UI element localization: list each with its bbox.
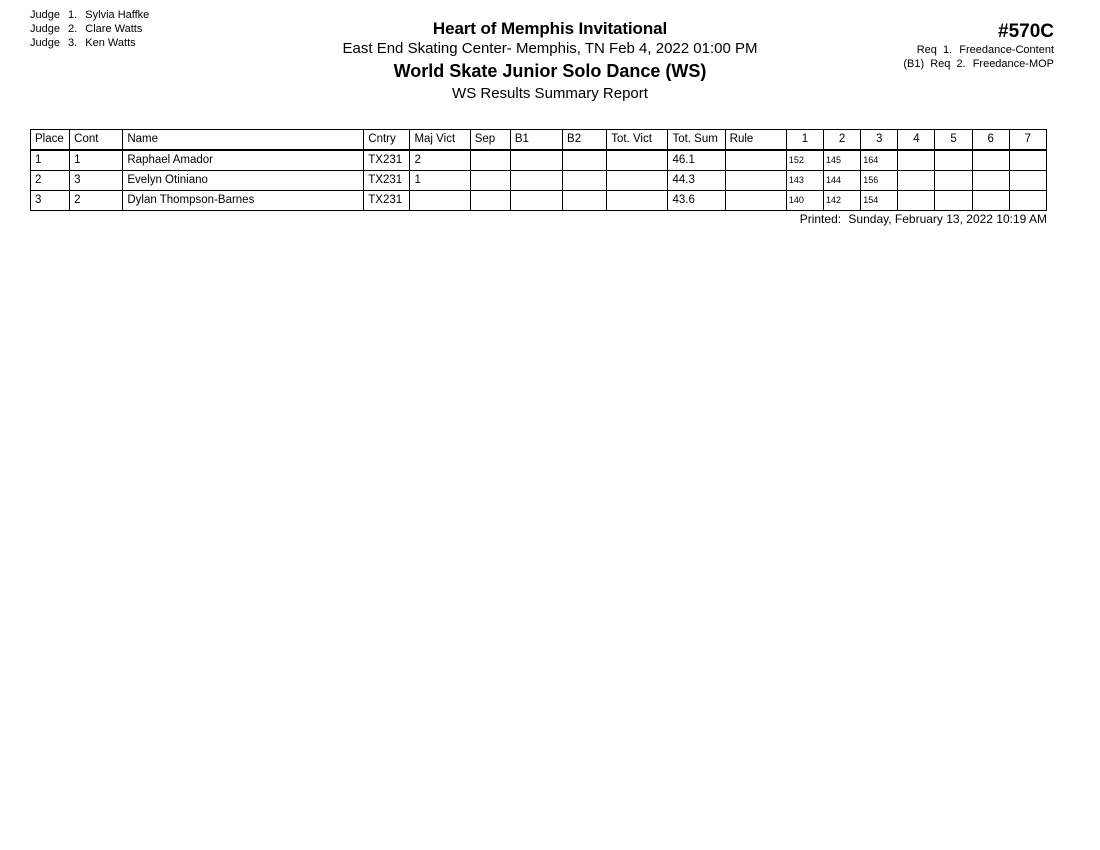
column-header-judge-3: 3: [861, 130, 898, 151]
cell-judge-score-5: [935, 191, 972, 211]
column-header-rule: Rule: [725, 130, 786, 151]
results-table: [30, 129, 1047, 211]
cell-b2: [563, 150, 607, 171]
cell-place: 2: [31, 171, 70, 191]
printed-footer: [0, 212, 1047, 226]
column-header-judge-1: 1: [786, 130, 823, 151]
cell-judge-score-5: [935, 150, 972, 171]
cell-b1: [510, 191, 562, 211]
table-header-row: [31, 130, 1047, 151]
cell-cntry: TX231: [364, 191, 410, 211]
requirement-text: Freedance-MOP: [972, 58, 1054, 70]
cell-judge-score-2: 145: [824, 150, 861, 171]
column-header-judge-2: 2: [824, 130, 861, 151]
cell-cont: 3: [70, 171, 123, 191]
cell-place: 3: [31, 191, 70, 211]
column-header-tot-sum: Tot. Sum: [668, 130, 725, 151]
column-header-cntry: Cntry: [364, 130, 410, 151]
judge-number: 1.: [68, 9, 78, 21]
column-header-judge-7: 7: [1009, 130, 1046, 151]
cell-tot-sum: 44.3: [668, 171, 725, 191]
cell-b2: [563, 171, 607, 191]
cell-cont: 2: [70, 191, 123, 211]
cell-judge-score-1: 140: [786, 191, 823, 211]
column-header-maj-vict: Maj Vict: [410, 130, 470, 151]
cell-sep: [470, 171, 510, 191]
cell-sep: [470, 191, 510, 211]
cell-cntry: TX231: [364, 171, 410, 191]
venue-datetime-line: East End Skating Center- Memphis, TN Feb 4, 2022 01:00 PM: [342, 40, 758, 57]
requirement-entry: [903, 57, 1054, 71]
table-row: [31, 150, 1047, 171]
column-header-cont: Cont: [70, 130, 123, 151]
cell-tot-vict: [607, 191, 668, 211]
event-title: World Skate Junior Solo Dance (WS): [393, 61, 707, 81]
judge-name: Sylvia Haffke: [85, 9, 150, 21]
event-info-panel: [903, 20, 1054, 71]
cell-tot-vict: [607, 171, 668, 191]
cell-judge-score-3: 154: [861, 191, 898, 211]
requirement-entry: [903, 43, 1054, 57]
column-header-judge-6: 6: [972, 130, 1009, 151]
cell-b2: [563, 191, 607, 211]
cell-sep: [470, 150, 510, 171]
cell-maj-vict: 1: [410, 171, 470, 191]
cell-judge-score-1: 143: [786, 171, 823, 191]
requirement-text: Freedance-Content: [959, 44, 1054, 56]
printed-timestamp: Sunday, February 13, 2022 10:19 AM: [848, 212, 1047, 226]
event-number: #570C: [998, 21, 1054, 42]
judge-name: Clare Watts: [85, 23, 143, 35]
requirement-label: Req: [916, 44, 937, 56]
cell-judge-score-4: [898, 171, 935, 191]
cell-cont: 1: [70, 150, 123, 171]
cell-tot-sum: 46.1: [668, 150, 725, 171]
cell-judge-score-7: [1009, 191, 1046, 211]
table-row: [31, 191, 1047, 211]
column-header-judge-5: 5: [935, 130, 972, 151]
requirement-number: 2.: [956, 58, 966, 70]
column-header-b1: B1: [510, 130, 562, 151]
cell-place: 1: [31, 150, 70, 171]
cell-judge-score-3: 164: [861, 150, 898, 171]
cell-judge-score-1: 152: [786, 150, 823, 171]
cell-b1: [510, 150, 562, 171]
column-header-name: Name: [123, 130, 364, 151]
cell-name: Dylan Thompson-Barnes: [123, 191, 364, 211]
competition-title: Heart of Memphis Invitational: [432, 19, 668, 38]
judge-label: Judge: [30, 9, 60, 21]
cell-judge-score-6: [972, 150, 1009, 171]
column-header-place: Place: [31, 130, 70, 151]
cell-judge-score-2: 144: [824, 171, 861, 191]
cell-judge-score-6: [972, 171, 1009, 191]
judge-label: Judge: [30, 37, 60, 49]
report-subtitle: WS Results Summary Report: [452, 85, 648, 102]
cell-judge-score-5: [935, 171, 972, 191]
column-header-sep: Sep: [470, 130, 510, 151]
cell-name: Raphael Amador: [123, 150, 364, 171]
table-row: [31, 171, 1047, 191]
judge-label: Judge: [30, 23, 60, 35]
cell-judge-score-4: [898, 150, 935, 171]
cell-tot-vict: [607, 150, 668, 171]
cell-b1: [510, 171, 562, 191]
requirement-number: 1.: [942, 44, 953, 56]
cell-judge-score-4: [898, 191, 935, 211]
cell-rule: [725, 150, 786, 171]
judge-number: 3.: [68, 37, 78, 49]
judge-name: Ken Watts: [85, 37, 136, 49]
cell-name: Evelyn Otiniano: [123, 171, 364, 191]
column-header-tot-vict: Tot. Vict: [607, 130, 668, 151]
cell-rule: [725, 191, 786, 211]
cell-maj-vict: 2: [410, 150, 470, 171]
requirement-label: Req: [930, 58, 951, 70]
cell-rule: [725, 171, 786, 191]
column-header-b2: B2: [563, 130, 607, 151]
cell-tot-sum: 43.6: [668, 191, 725, 211]
column-header-judge-4: 4: [898, 130, 935, 151]
printed-label: Printed:: [799, 212, 842, 226]
cell-judge-score-2: 142: [824, 191, 861, 211]
cell-judge-score-6: [972, 191, 1009, 211]
cell-maj-vict: [410, 191, 470, 211]
cell-judge-score-7: [1009, 171, 1046, 191]
requirement-prefix: (B1): [903, 58, 925, 70]
cell-cntry: TX231: [364, 150, 410, 171]
cell-judge-score-7: [1009, 150, 1046, 171]
judge-number: 2.: [68, 23, 78, 35]
cell-judge-score-3: 156: [861, 171, 898, 191]
